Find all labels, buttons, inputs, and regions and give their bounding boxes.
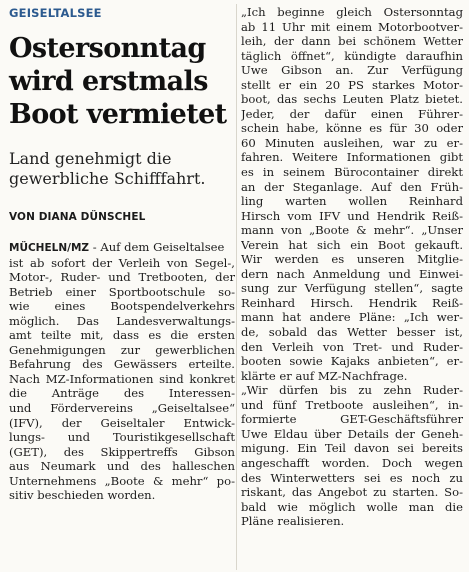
article-line: 60 Minuten ausleihen, war zu er- xyxy=(241,135,463,150)
byline: VON DIANA DÜNSCHEL xyxy=(9,211,146,223)
kicker: GEISELTALSEE xyxy=(9,6,102,20)
article-line: an der Steganlage. Auf den Früh- xyxy=(241,179,463,194)
article-line: mann von „Boote & mehr“. „Unser xyxy=(241,223,463,238)
article-line: täglich öffnet“, kündigte daraufhin xyxy=(241,48,463,63)
subheadline-line: Land genehmigt die xyxy=(9,149,172,168)
article-line: den Verleih von Tret- und Ruder- xyxy=(241,339,463,354)
article-line: angeschafft worden. Doch wegen xyxy=(241,455,463,470)
headline-line: wird erstmals xyxy=(9,66,208,97)
article-line: Betrieb einer Sportbootschule so- xyxy=(9,284,235,299)
article-line: Jeder, der dafür einen Führer- xyxy=(241,106,463,121)
article-line: ist ab sofort der Verleih von Segel-, xyxy=(9,255,235,270)
article-line: riskant, das Angebot zu starten. So- xyxy=(241,485,463,500)
article-line: (IFV), der Geiseltaler Entwick- xyxy=(9,415,235,430)
article-line: (GET), des Skippertreffs Gibson xyxy=(9,444,235,459)
article-line: ab 11 Uhr mit einem Motorbootver- xyxy=(241,19,463,34)
column-divider xyxy=(236,4,237,570)
article-column-2 xyxy=(241,5,463,529)
article-line: des Winterwetters sei es noch zu xyxy=(241,470,463,485)
article-line: boot, das sechs Leuten Platz bietet. xyxy=(241,92,463,107)
headline xyxy=(9,32,234,131)
article-line: Befahrung des Gewässers erteilte. xyxy=(9,357,235,372)
article-line: es in seinem Bürocontainer direkt xyxy=(241,165,463,180)
article-line: de, sobald das Wetter besser ist, xyxy=(241,325,463,340)
article-line: Genehmigungen zur gewerblichen xyxy=(9,342,235,357)
article-line-text: - Auf dem Geiseltalsee xyxy=(89,240,225,254)
article-line: die Anträge des Interessen- xyxy=(9,386,235,401)
article-line: Uwe Gibson an. Zur Verfügung xyxy=(241,63,463,78)
article-line: und fünf Tretboote ausleihen“, in- xyxy=(241,397,463,412)
article-line: Wir werden es unseren Mitglie- xyxy=(241,252,463,267)
article-line: mann hat andere Pläne: „Ich wer- xyxy=(241,310,463,325)
article-line: aus Neumark und des halleschen xyxy=(9,459,235,474)
article-line: ling warten wollen Reinhard xyxy=(241,194,463,209)
article-line: lungs- und Touristikgesellschaft xyxy=(9,430,235,445)
article-line: migung. Ein Teil davon sei bereits xyxy=(241,441,463,456)
article-line: Unternehmens „Boote & mehr“ po- xyxy=(9,473,235,488)
article-line: sitiv beschieden worden. xyxy=(9,488,156,503)
article-line: bald wie möglich wolle man die xyxy=(241,499,463,514)
article-line: wie eines Bootspendelverkehrs xyxy=(9,299,235,314)
article-line xyxy=(9,240,235,256)
article-line: stellt er ein 20 PS starkes Motor- xyxy=(241,77,463,92)
article-line: schein habe, könne es für 30 oder xyxy=(241,121,463,136)
article-line: amt teilte mit, dass es die ersten xyxy=(9,328,235,343)
headline-line: Ostersonntag xyxy=(9,33,206,64)
article-line: „Wir dürfen bis zu zehn Ruder- xyxy=(241,383,463,398)
article-line: „Ich beginne gleich Ostersonntag xyxy=(241,5,463,19)
article-line: und Fördervereins „Geiseltalsee“ xyxy=(9,401,235,416)
article-line: klärte er auf MZ-Nachfrage. xyxy=(241,368,408,383)
article-line: leih, der dann bei schönem Wetter xyxy=(241,34,463,49)
article-line: sung zur Verfügung stellen“, sagte xyxy=(241,281,463,296)
article-column-1 xyxy=(9,240,235,503)
article-line: Hirsch vom IFV und Hendrik Reiß- xyxy=(241,208,463,223)
dateline: MÜCHELN/MZ xyxy=(9,242,90,254)
article-line: Pläne realisieren. xyxy=(241,514,345,529)
article-line: Uwe Eldau über Details der Geneh- xyxy=(241,426,463,441)
article-line: Verein hat sich ein Boot gekauft. xyxy=(241,237,463,252)
headline-line: Boot vermietet xyxy=(9,99,227,130)
article-line: Motor-, Ruder- und Tretbooten, der xyxy=(9,270,235,285)
article-line: möglich. Das Landesverwaltungs- xyxy=(9,313,235,328)
article-line: Nach MZ-Informationen sind konkret xyxy=(9,371,235,386)
article-line: booten sowie Kajaks anbieten“, er- xyxy=(241,354,463,369)
article-line: Reinhard Hirsch. Hendrik Reiß- xyxy=(241,295,463,310)
article-line: fahren. Weitere Informationen gibt xyxy=(241,150,463,165)
subheadline xyxy=(9,149,244,189)
subheadline-line: gewerbliche Schifffahrt. xyxy=(9,169,206,188)
article-line: formierte GET-Geschäftsführer xyxy=(241,412,463,427)
article-line: dern nach Anmeldung und Einwei- xyxy=(241,266,463,281)
